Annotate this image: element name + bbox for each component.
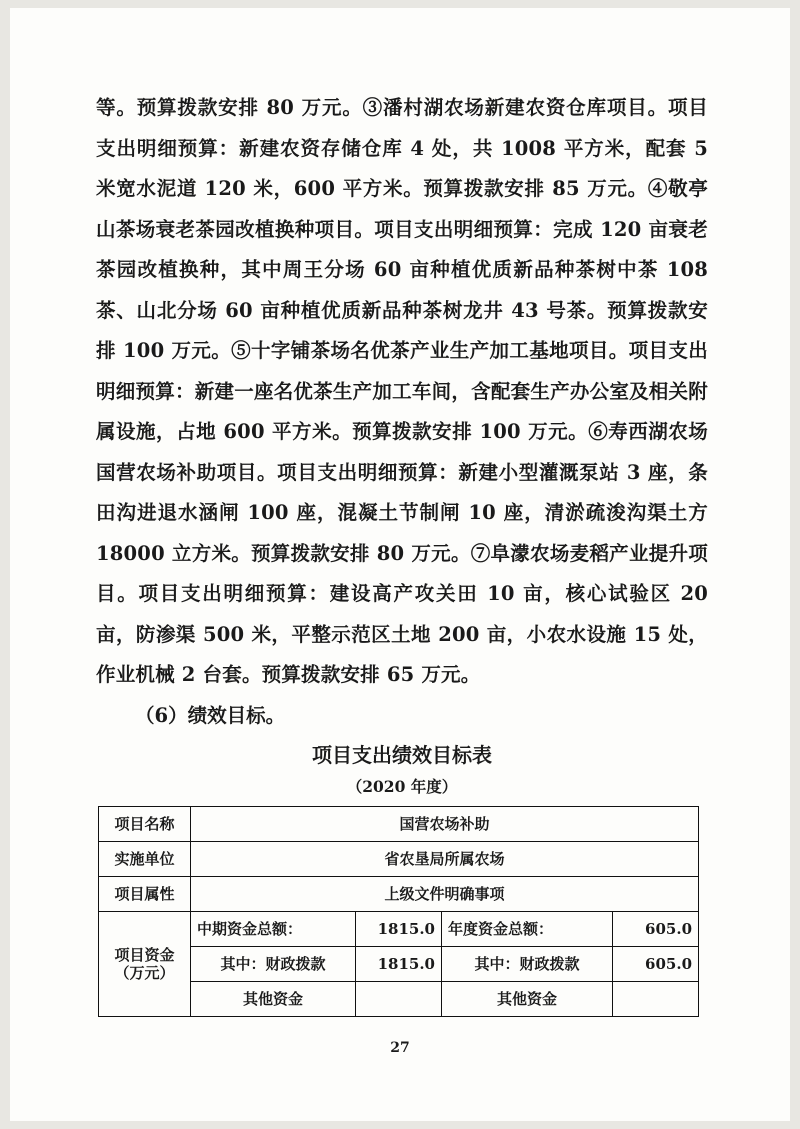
funds-right-label-1: 其中：财政拨款: [442, 947, 613, 982]
funds-right-label-0: 年度资金总额：: [442, 912, 613, 947]
row-label-project-attribute: 项目属性: [99, 877, 191, 912]
table-row: [99, 912, 699, 947]
funds-left-value-1: 1815.0: [356, 947, 442, 982]
table-row: [99, 807, 699, 842]
row-value-project-attribute: 上级文件明确事项: [191, 877, 699, 912]
scan-edge-left: [0, 0, 10, 1129]
scan-edge-bottom: [0, 1121, 800, 1129]
row-value-implementing-unit: 省农垦局所属农场: [191, 842, 699, 877]
funds-right-value-1: 605.0: [613, 947, 699, 982]
row-label-project-funds: [99, 912, 191, 1017]
row-value-project-name: 国营农场补助: [191, 807, 699, 842]
table-row: [99, 877, 699, 912]
table-title: 项目支出绩效目标表: [312, 743, 492, 767]
funds-left-label-2: 其他资金: [191, 982, 356, 1017]
table-row: [99, 842, 699, 877]
body-paragraph: 等。预算拨款安排 80 万元。③潘村湖农场新建农资仓库项目。项目支出明细预算：新建农资存储仓库 4 处，共 1008 平方米，配套 5 米宽水泥道 120 米，600 平方米。预算拨款安排 85 万元。④敬亭山茶场衰老茶园改植换种项目。项目支出明细预算：完成 120 亩衰老茶园改植换种，其中周王分场 60 亩种植优质新品种茶树中茶 108 茶、山北分场 60 亩种植优质新品种茶树龙井 43 号茶。预算拨款安排 100 万元。⑤十字铺茶场名优茶产业生产加工基地项目。项目支出明细预算：新建一座名优茶生产加工车间，含配套生产办公室及相关附属设施，占地 600 平方米。预算拨款安排 100 万元。⑥寿西湖农场国营农场补助项目。项目支出明细预算：新建小型灌溉泵站 3 座，条田沟进退水涵闸 100 座，混凝土节制闸 10 座，清淤疏浚沟渠土方 18000 立方米。预算拨款安排 80 万元。⑦阜濛农场麦稻产业提升项目。项目支出明细预算：建设高产攻关田 10 亩，核心试验区 20 亩，防渗渠 500 米，平整示范区土地 200 亩，小农水设施 15 处，作业机械 2 台套。预算拨款安排 65 万元。: [96, 96, 708, 686]
funds-label-line2: （万元）: [114, 964, 175, 982]
row-label-project-name: 项目名称: [99, 807, 191, 842]
funds-label-line1: 项目资金: [114, 946, 175, 964]
table-subtitle: （2020 年度）: [346, 777, 458, 796]
scan-edge-right: [790, 0, 800, 1129]
funds-right-value-2: [613, 982, 699, 1017]
performance-target-table: [98, 806, 699, 1017]
row-label-implementing-unit: 实施单位: [99, 842, 191, 877]
funds-left-value-2: [356, 982, 442, 1017]
funds-left-label-0: 中期资金总额：: [191, 912, 356, 947]
funds-right-label-2: 其他资金: [442, 982, 613, 1017]
page-number: 27: [390, 1040, 410, 1056]
funds-right-value-0: 605.0: [613, 912, 699, 947]
section-heading: （6）绩效目标。: [135, 703, 286, 727]
page-content: [96, 88, 708, 1017]
scan-edge-top: [0, 0, 800, 8]
funds-left-value-0: 1815.0: [356, 912, 442, 947]
funds-left-label-1: 其中：财政拨款: [191, 947, 356, 982]
